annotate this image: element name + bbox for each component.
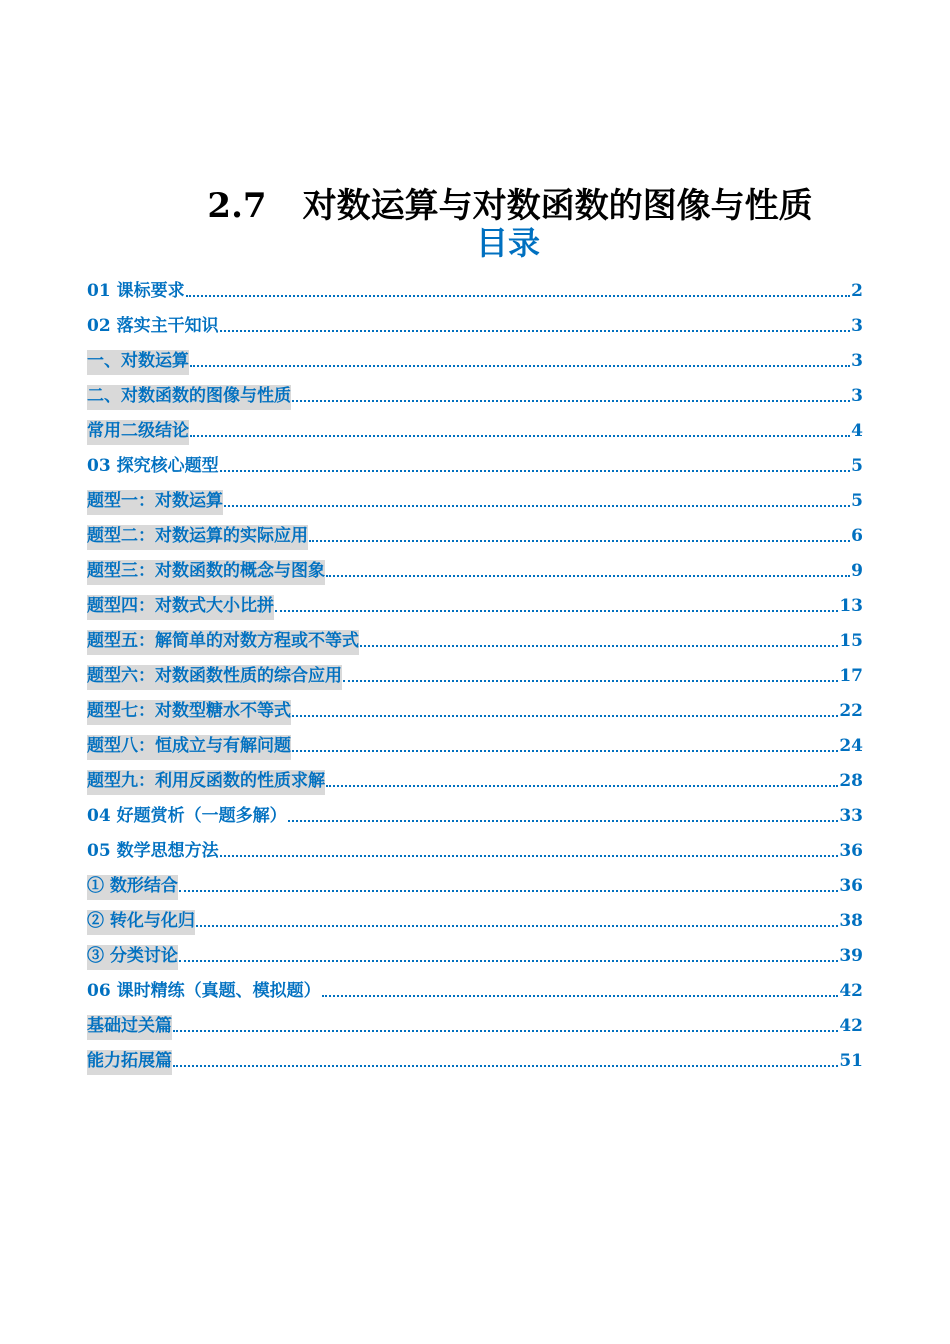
dot-leader <box>326 785 838 787</box>
toc-entry-label: ② 转化与化归 <box>87 910 195 935</box>
toc-entry-page-number: 4 <box>851 421 863 441</box>
toc-entry-label: ① 数形结合 <box>87 875 178 900</box>
toc-entry-page-number: 17 <box>839 666 863 686</box>
toc-entry-page-number: 33 <box>839 806 863 826</box>
toc-entry-page-number: 15 <box>839 631 863 651</box>
toc-entry-1[interactable] <box>87 270 863 305</box>
toc-entry-label: 06 课时精练（真题、模拟题） <box>87 981 321 1001</box>
dot-leader <box>292 715 838 717</box>
toc-entry-page-number: 3 <box>851 316 863 336</box>
dot-leader <box>292 400 850 402</box>
dot-leader <box>220 330 851 332</box>
dot-leader <box>326 575 850 577</box>
toc-entry-21[interactable] <box>87 970 863 1005</box>
dot-leader <box>343 680 838 682</box>
toc-entry-label: 能力拓展篇 <box>87 1050 172 1075</box>
dot-leader <box>186 295 851 297</box>
toc-entry-label: 题型五：解简单的对数方程或不等式 <box>87 630 359 655</box>
toc-entry-label: 题型七：对数型糖水不等式 <box>87 700 291 725</box>
toc-entry-label: 题型八：恒成立与有解问题 <box>87 735 291 760</box>
dot-leader <box>224 505 850 507</box>
dot-leader <box>288 820 839 822</box>
toc-entry-label: 题型九：利用反函数的性质求解 <box>87 770 325 795</box>
dot-leader <box>196 925 838 927</box>
toc-entry-page-number: 28 <box>839 771 863 791</box>
toc-entry-page-number: 5 <box>851 456 863 476</box>
dot-leader <box>220 855 839 857</box>
toc-entry-page-number: 36 <box>839 876 863 896</box>
toc-entry-page-number: 42 <box>839 981 863 1001</box>
toc-entry-page-number: 39 <box>839 946 863 966</box>
toc-entry-16[interactable] <box>87 795 863 830</box>
toc-entry-17[interactable] <box>87 830 863 865</box>
section-number: 2.7 <box>207 185 267 226</box>
toc-entry-10[interactable] <box>87 585 863 620</box>
toc-entry-label: 二、对数函数的图像与性质 <box>87 385 291 410</box>
dot-leader <box>190 365 850 367</box>
toc-heading: 目录 <box>475 224 540 262</box>
dot-leader <box>360 645 838 647</box>
toc-entry-13[interactable] <box>87 690 863 725</box>
toc-entry-page-number: 5 <box>851 491 863 511</box>
toc-entry-page-number: 3 <box>851 351 863 371</box>
toc-entry-11[interactable] <box>87 620 863 655</box>
dot-leader <box>173 1065 838 1067</box>
toc-entry-3[interactable] <box>87 340 863 375</box>
toc-entry-label: 基础过关篇 <box>87 1015 172 1040</box>
toc-entry-15[interactable] <box>87 760 863 795</box>
toc-entry-label: 题型四：对数式大小比拼 <box>87 595 274 620</box>
dot-leader <box>179 960 838 962</box>
toc-entry-label: 03 探究核心题型 <box>87 456 219 476</box>
toc-entry-18[interactable] <box>87 865 863 900</box>
dot-leader <box>190 435 850 437</box>
toc-entry-page-number: 6 <box>851 526 863 546</box>
toc-entry-14[interactable] <box>87 725 863 760</box>
toc-entry-label: 04 好题赏析（一题多解） <box>87 806 287 826</box>
dot-leader <box>179 890 838 892</box>
toc-entry-page-number: 2 <box>851 281 863 301</box>
toc-entry-label: 常用二级结论 <box>87 420 189 445</box>
toc-entry-19[interactable] <box>87 900 863 935</box>
toc-entry-page-number: 38 <box>839 911 863 931</box>
title-text: 对数运算与对数函数的图像与性质 <box>302 185 813 226</box>
toc-entry-4[interactable] <box>87 375 863 410</box>
toc-entry-20[interactable] <box>87 935 863 970</box>
toc-entry-label: 题型二：对数运算的实际应用 <box>87 525 308 550</box>
toc-entry-page-number: 36 <box>839 841 863 861</box>
toc-entry-page-number: 22 <box>839 701 863 721</box>
toc-entry-label: 01 课标要求 <box>87 281 185 301</box>
toc-entry-page-number: 9 <box>851 561 863 581</box>
toc-entry-5[interactable] <box>87 410 863 445</box>
toc-entry-page-number: 13 <box>839 596 863 616</box>
toc-entry-7[interactable] <box>87 480 863 515</box>
toc-entry-23[interactable] <box>87 1040 863 1075</box>
toc-entry-6[interactable] <box>87 445 863 480</box>
dot-leader <box>322 995 839 997</box>
toc-entry-22[interactable] <box>87 1005 863 1040</box>
toc-entry-page-number: 51 <box>839 1051 863 1071</box>
toc-entry-label: ③ 分类讨论 <box>87 945 178 970</box>
toc-entry-label: 题型三：对数函数的概念与图象 <box>87 560 325 585</box>
toc-entry-8[interactable] <box>87 515 863 550</box>
toc-entry-label: 02 落实主干知识 <box>87 316 219 336</box>
toc-entry-page-number: 3 <box>851 386 863 406</box>
toc-entry-label: 题型六：对数函数性质的综合应用 <box>87 665 342 690</box>
dot-leader <box>275 610 838 612</box>
dot-leader <box>220 470 851 472</box>
toc-entry-2[interactable] <box>87 305 863 340</box>
toc-entry-label: 题型一：对数运算 <box>87 490 223 515</box>
toc-entry-9[interactable] <box>87 550 863 585</box>
table-of-contents <box>87 270 863 1075</box>
toc-entry-label: 一、对数运算 <box>87 350 189 375</box>
dot-leader <box>292 750 838 752</box>
dot-leader <box>173 1030 838 1032</box>
toc-entry-label: 05 数学思想方法 <box>87 841 219 861</box>
toc-entry-page-number: 24 <box>839 736 863 756</box>
toc-entry-12[interactable] <box>87 655 863 690</box>
toc-entry-page-number: 42 <box>839 1016 863 1036</box>
dot-leader <box>309 540 850 542</box>
